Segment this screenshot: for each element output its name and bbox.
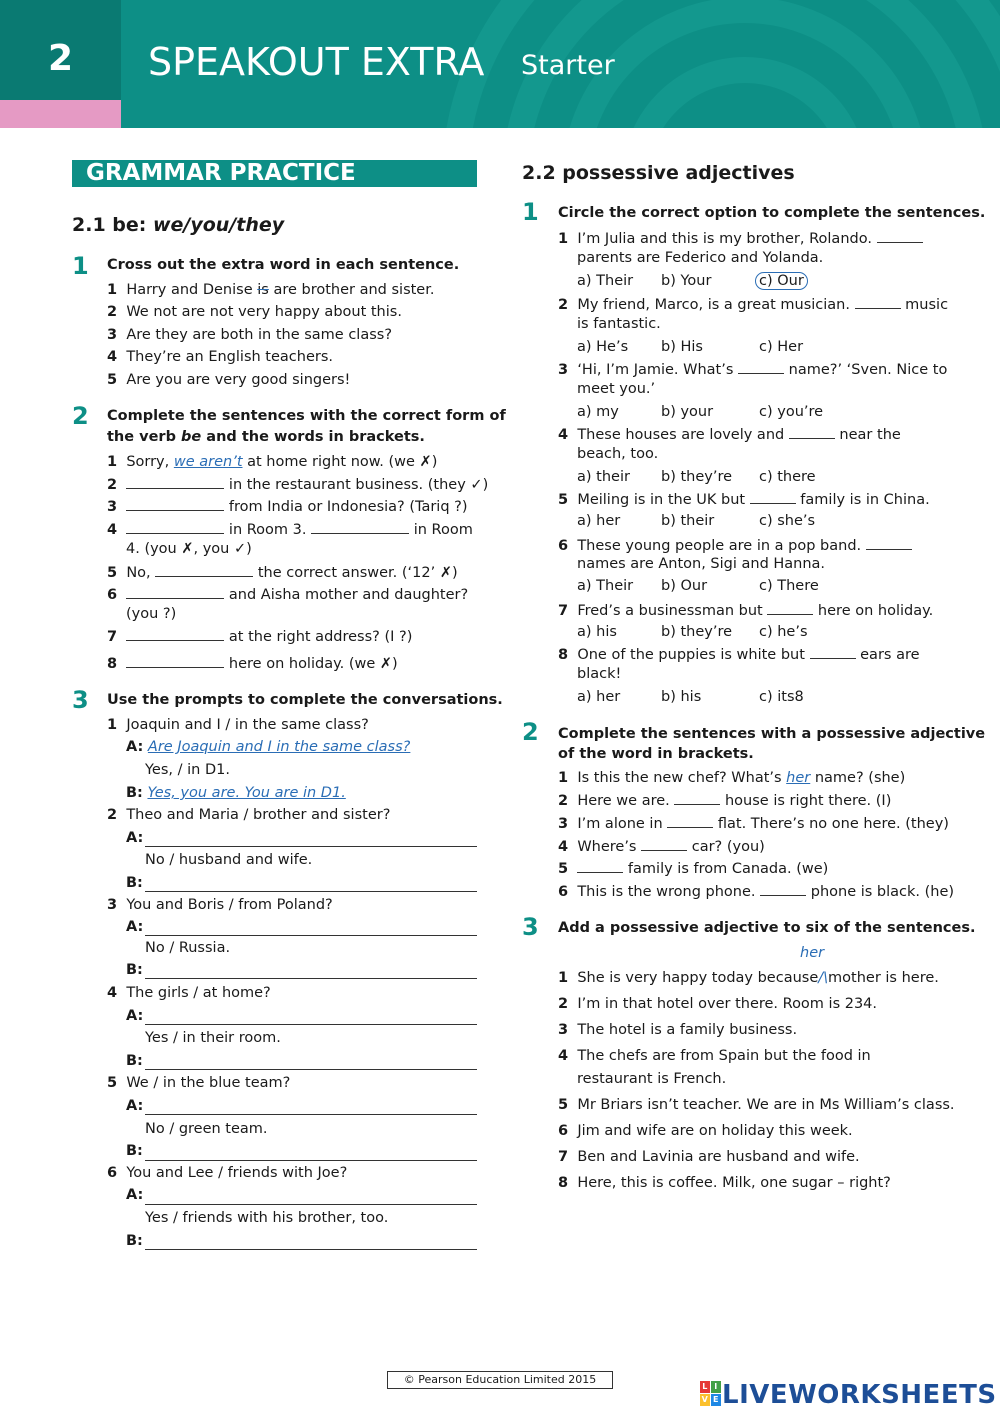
answer-text: her: [786, 770, 811, 786]
answer-line[interactable]: [145, 1114, 477, 1115]
conversation-prompt: 4 The girls / at home?: [107, 985, 271, 1001]
unit-number: 2: [47, 38, 74, 79]
list-item-continuation: meet you.’: [577, 381, 656, 397]
option-b[interactable]: b) they’re: [661, 469, 733, 485]
answer-blank[interactable]: [674, 792, 720, 805]
answer-blank[interactable]: [667, 815, 713, 828]
list-item-continuation: (you ?): [126, 606, 177, 622]
book-level: Starter: [521, 50, 615, 81]
answer-line[interactable]: [145, 891, 477, 892]
answer-blank[interactable]: [767, 602, 813, 615]
list-item: 5 Meiling is in the UK but family is in China.: [558, 492, 930, 508]
option-c[interactable]: c) there: [759, 469, 816, 485]
list-item: 4 They’re an English teachers.: [107, 349, 333, 365]
line-b: B: Yes, you are. You are in D1.: [126, 785, 346, 801]
label-a: A:: [126, 1098, 144, 1114]
handwritten-insert: her: [800, 945, 825, 961]
exercise-number: 1: [522, 198, 539, 226]
conversation-prompt: 5 We / in the blue team?: [107, 1075, 291, 1091]
list-item-continuation: parents are Federico and Yolanda.: [577, 250, 824, 266]
option-a[interactable]: a) my: [577, 404, 619, 420]
conversation-prompt: 2 Theo and Maria / brother and sister?: [107, 807, 391, 823]
option-a[interactable]: a) her: [577, 513, 621, 529]
list-item-continuation: names are Anton, Sigi and Hanna.: [577, 556, 826, 572]
option-a[interactable]: a) Their: [577, 578, 634, 594]
list-item: 2 I’m in that hotel over there. Room is 234.: [558, 996, 878, 1012]
list-item: 5 No, the correct answer. (‘12’ ✗): [107, 565, 458, 581]
grammar-practice-banner: GRAMMAR PRACTICE: [72, 160, 477, 187]
exercise-number: 3: [72, 686, 89, 714]
answer-blank[interactable]: [855, 296, 901, 309]
exercise-number: 3: [522, 913, 539, 941]
list-item: 3 from India or Indonesia? (Tariq ?): [107, 499, 468, 515]
conversation-prompt: 6 You and Lee / friends with Joe?: [107, 1165, 348, 1181]
list-item: 7 Ben and Lavinia are husband and wife.: [558, 1149, 860, 1165]
section-title-2-2: 2.2 possessive adjectives: [522, 162, 795, 184]
section-title-2-1: 2.1 be: we/you/they: [72, 214, 285, 236]
list-item: 2 Here we are. house is right there. (I): [558, 793, 892, 809]
label-a: A:: [126, 1008, 144, 1024]
answer-line[interactable]: [145, 1069, 477, 1070]
answer-blank[interactable]: [126, 476, 224, 489]
exercise-instruction: Use the prompts to complete the conversations.: [107, 692, 503, 708]
answer-line[interactable]: [145, 978, 477, 979]
exercise-number: 2: [522, 718, 539, 746]
answer-blank[interactable]: [641, 838, 687, 851]
liveworksheets-logo[interactable]: L I V E LIVEWORKSHEETS: [701, 1380, 997, 1410]
list-item: 2 in the restaurant business. (they ✓): [107, 477, 489, 493]
line-a: A: Are Joaquin and I in the same class?: [126, 739, 411, 755]
answer-line[interactable]: [145, 1249, 477, 1250]
answer-text: Yes, you are. You are in D1.: [147, 785, 346, 801]
exercise-number: 2: [72, 402, 89, 430]
list-item: 3 I’m alone in flat. There’s no one here. (they): [558, 816, 949, 832]
list-item: 6 These young people are in a pop band.: [558, 537, 912, 554]
list-item: 7 Fred’s a businessman but here on holiday.: [558, 603, 934, 619]
option-b[interactable]: b) your: [661, 404, 714, 420]
list-item-continuation: beach, too.: [577, 446, 659, 462]
label-b: B:: [126, 962, 143, 978]
list-item: 7 at the right address? (I ?): [107, 629, 413, 645]
answer-blank[interactable]: [311, 521, 409, 534]
answer-blank[interactable]: [126, 498, 224, 511]
list-item: 1 She is very happy today because/\mother is here.: [558, 970, 939, 986]
option-c-circled[interactable]: c) Our: [759, 273, 808, 289]
option-c[interactable]: c) she’s: [759, 513, 816, 529]
reply-prompt: No / Russia.: [145, 940, 231, 956]
option-a[interactable]: a) their: [577, 469, 630, 485]
list-item: 6 Jim and wife are on holiday this week.: [558, 1123, 853, 1139]
answer-blank[interactable]: [126, 628, 224, 641]
list-item-continuation: restaurant is French.: [577, 1071, 727, 1087]
answer-text: we aren’t: [173, 454, 243, 470]
list-item: 1 Is this the new chef? What’s her name? (she): [558, 770, 906, 786]
answer-line[interactable]: [145, 1160, 477, 1161]
option-a[interactable]: a) his: [577, 624, 617, 640]
list-item: 1 I’m Julia and this is my brother, Rolando.: [558, 230, 923, 247]
list-item: 8 here on holiday. (we ✗): [107, 656, 398, 672]
copyright-notice: © Pearson Education Limited 2015: [387, 1371, 613, 1389]
pink-tab: [0, 100, 121, 128]
reply-prompt: No / husband and wife.: [145, 852, 313, 868]
list-item-continuation: 4. (you ✗, you ✓): [126, 541, 252, 557]
page-header: [0, 0, 1000, 128]
option-b[interactable]: b) Your: [661, 273, 712, 289]
answer-line[interactable]: [145, 1204, 477, 1205]
option-c[interactable]: c) Her: [759, 339, 804, 355]
exercise-number: 1: [72, 252, 89, 280]
book-title: SPEAKOUT EXTRA: [148, 40, 485, 84]
answer-blank[interactable]: [810, 646, 856, 659]
reply-prompt: Yes / friends with his brother, too.: [145, 1210, 389, 1226]
list-item: 2 We not are not very happy about this.: [107, 304, 402, 320]
exercise-instruction: Circle the correct option to complete the sentences.: [558, 205, 986, 221]
answer-blank[interactable]: [155, 564, 253, 577]
answer-blank[interactable]: [126, 655, 224, 668]
list-item: 3 Are they are both in the same class?: [107, 327, 393, 343]
list-item: 8 One of the puppies is white but ears are: [558, 647, 920, 663]
option-b[interactable]: b) Our: [661, 578, 708, 594]
exercise-instruction: Complete the sentences with a possessive adjective: [558, 726, 986, 742]
option-c[interactable]: c) you’re: [759, 404, 824, 420]
label-b: B:: [126, 1053, 143, 1069]
label-b: B:: [126, 875, 143, 891]
list-item-continuation: black!: [577, 666, 622, 682]
answer-blank[interactable]: [577, 860, 623, 873]
list-item: 5 Mr Briars isn’t teacher. We are in Ms William’s class.: [558, 1097, 955, 1113]
list-item: 4 These houses are lovely and near the: [558, 427, 901, 443]
exercise-instruction: Add a possessive adjective to six of the sentences.: [558, 920, 976, 936]
reply-prompt: No / green team.: [145, 1121, 268, 1137]
list-item: 5 family is from Canada. (we): [558, 861, 829, 877]
option-a[interactable]: a) Their: [577, 273, 634, 289]
answer-line[interactable]: [145, 935, 477, 936]
caret-mark: /\: [818, 970, 829, 986]
option-a[interactable]: a) He’s: [577, 339, 629, 355]
answer-line[interactable]: [145, 846, 477, 847]
answer-blank[interactable]: [760, 883, 806, 896]
answer-blank[interactable]: [750, 491, 796, 504]
list-item: 8 Here, this is coffee. Milk, one sugar – right?: [558, 1175, 891, 1191]
logo-mark-icon: L I V E: [700, 1381, 722, 1407]
answer-blank[interactable]: [866, 537, 912, 550]
option-b[interactable]: b) they’re: [661, 624, 733, 640]
list-item: 4 in Room 3. in Room: [107, 522, 473, 538]
answer-line[interactable]: [145, 1024, 477, 1025]
exercise-instruction: of the word in brackets.: [558, 746, 754, 762]
label-a: A:: [126, 1187, 144, 1203]
list-item: 3 The hotel is a family business.: [558, 1022, 798, 1038]
list-item-continuation: is fantastic.: [577, 316, 661, 332]
conversation-prompt: 1 Joaquin and I / in the same class?: [107, 717, 369, 733]
list-item: 6 and Aisha mother and daughter?: [107, 587, 469, 603]
exercise-instruction: Complete the sentences with the correct form of: [107, 408, 506, 424]
list-item: 4 Where’s car? (you): [558, 839, 765, 855]
exercise-instruction: the verb be and the words in brackets.: [107, 429, 425, 445]
list-item: 1 Sorry, we aren’t at home right now. (we ✗): [107, 454, 438, 470]
list-item: 1 Harry and Denise is are brother and sister.: [107, 282, 435, 298]
reply-prompt: Yes, / in D1.: [145, 762, 230, 778]
option-b[interactable]: b) their: [661, 513, 715, 529]
option-b[interactable]: b) His: [661, 339, 703, 355]
option-b[interactable]: b) his: [661, 689, 702, 705]
exercise-instruction: Cross out the extra word in each sentence.: [107, 257, 460, 273]
answer-blank[interactable]: [877, 230, 923, 243]
list-item: 6 This is the wrong phone. phone is black. (he): [558, 884, 955, 900]
answer-blank[interactable]: [126, 521, 224, 534]
answer-text: Are Joaquin and I in the same class?: [147, 739, 411, 755]
option-c[interactable]: c) he’s: [759, 624, 808, 640]
conversation-prompt: 3 You and Boris / from Poland?: [107, 897, 333, 913]
label-a: A:: [126, 919, 144, 935]
label-b: B:: [126, 1233, 143, 1249]
list-item: 3 ‘Hi, I’m Jamie. What’s name?’ ‘Sven. Nice to: [558, 362, 948, 378]
list-item: 4 The chefs are from Spain but the food in: [558, 1048, 871, 1064]
answer-blank[interactable]: [789, 426, 835, 439]
answer-blank[interactable]: [126, 586, 224, 599]
list-item: 2 My friend, Marco, is a great musician. music: [558, 297, 949, 313]
label-a: A:: [126, 830, 144, 846]
option-c[interactable]: c) There: [759, 578, 819, 594]
answer-blank[interactable]: [738, 361, 784, 374]
list-item: 5 Are you are very good singers!: [107, 372, 351, 388]
reply-prompt: Yes / in their room.: [145, 1030, 281, 1046]
option-a[interactable]: a) her: [577, 689, 621, 705]
label-b: B:: [126, 1143, 143, 1159]
option-c[interactable]: c) its8: [759, 689, 804, 705]
